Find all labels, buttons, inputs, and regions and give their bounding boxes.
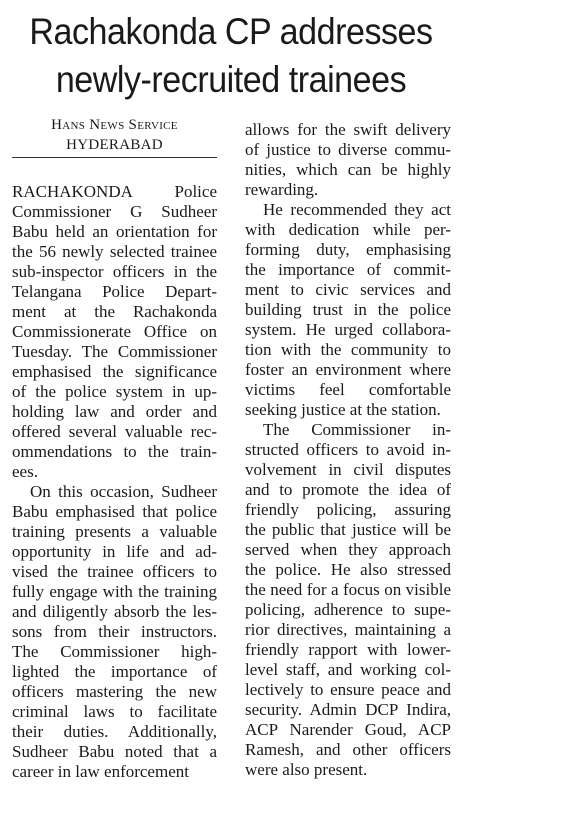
article-line: vised the trainee officers to bbox=[12, 562, 217, 581]
article-line: victims feel comfortable bbox=[245, 380, 451, 399]
article-line: criminal laws to facilitate bbox=[12, 702, 217, 721]
article-line: Tuesday. The Commissioner bbox=[12, 342, 217, 361]
article-line: the 56 newly selected trainee bbox=[12, 242, 217, 261]
article-line: volvement in civil disputes bbox=[245, 460, 451, 479]
article-line: rior directives, maintaining a bbox=[245, 620, 451, 639]
right-column-body bbox=[245, 120, 451, 780]
article-line: friendly rapport with lower- bbox=[245, 640, 451, 659]
article-line: of justice to diverse commu- bbox=[245, 140, 451, 159]
article-line: foster an environment where bbox=[245, 360, 451, 379]
article-line: Commissionerate Office on bbox=[12, 322, 217, 341]
article-line: with dedication while per- bbox=[245, 220, 451, 239]
article-line: On this occasion, Sudheer bbox=[30, 482, 217, 501]
article-line: forming duty, emphasising bbox=[245, 240, 451, 259]
article-line: Ramesh, and other officers bbox=[245, 740, 451, 759]
article-line: tion with the community to bbox=[245, 340, 451, 359]
article-line: security. Admin DCP Indira, bbox=[245, 700, 451, 719]
article-line: sons from their instructors. bbox=[12, 622, 217, 641]
article-line: Babu emphasised that police bbox=[12, 502, 217, 521]
article-column-right bbox=[245, 120, 451, 780]
article-line: allows for the swift delivery bbox=[245, 120, 451, 139]
article-line: system. He urged collabora- bbox=[245, 320, 451, 339]
article-line: friendly policing, assuring bbox=[245, 500, 451, 519]
article-line: lectively to ensure peace and bbox=[245, 680, 451, 699]
article-line: ACP Narender Goud, ACP bbox=[245, 720, 451, 739]
headline-line-2: newly-recruited trainees bbox=[55, 59, 407, 100]
article-line: He recommended they act bbox=[263, 200, 451, 219]
article-line: holding law and order and bbox=[12, 402, 217, 421]
article-line: Sudheer Babu noted that a bbox=[12, 742, 217, 761]
article-paragraph bbox=[245, 200, 451, 420]
article-line: nities, which can be highly bbox=[245, 160, 451, 179]
article-line: and to promote the idea of bbox=[245, 480, 451, 499]
article-line: structed officers to avoid in- bbox=[245, 440, 451, 459]
article-line: rewarding. bbox=[245, 180, 319, 199]
article-line: sub-inspector officers in the bbox=[12, 262, 217, 281]
article-paragraph bbox=[12, 182, 217, 482]
article-line: ees. bbox=[12, 462, 38, 481]
article-line: policing, adherence to supe- bbox=[245, 600, 451, 619]
article-line: RACHAKONDA Police bbox=[12, 182, 217, 201]
article-line: building trust in the police bbox=[245, 300, 451, 319]
article-line: lighted the importance of bbox=[12, 662, 217, 681]
article-column-left bbox=[12, 115, 217, 782]
article-line: seeking justice at the station. bbox=[245, 400, 441, 419]
byline-location: HYDERABAD bbox=[66, 137, 163, 153]
article-paragraph bbox=[245, 420, 451, 780]
article-line: ment at the Rachakonda bbox=[12, 302, 217, 321]
article-line: ment to civic services and bbox=[245, 280, 451, 299]
article-line: the need for a focus on visible bbox=[245, 580, 451, 599]
article-line: the police. He also stressed bbox=[245, 560, 451, 579]
article-line: of the police system in up- bbox=[12, 382, 217, 401]
byline bbox=[12, 115, 217, 158]
article-line: Commissioner G Sudheer bbox=[12, 202, 217, 221]
byline-agency: Hans News Service bbox=[51, 117, 178, 133]
article-paragraph bbox=[12, 482, 217, 782]
article-line: and diligently absorb the les- bbox=[12, 602, 217, 621]
article-paragraph bbox=[245, 120, 451, 200]
article-line: the importance of commit- bbox=[245, 260, 451, 279]
article-line: training presents a valuable bbox=[12, 522, 217, 541]
headline bbox=[18, 8, 443, 104]
headline-line-1: Rachakonda CP addresses bbox=[29, 11, 433, 52]
article-line: fully engage with the training bbox=[12, 582, 217, 601]
article-line: opportunity in life and ad- bbox=[12, 542, 217, 561]
article-line: career in law enforcement bbox=[12, 762, 189, 781]
article-line: were also present. bbox=[245, 760, 368, 779]
article-line: ommendations to the train- bbox=[12, 442, 217, 461]
left-column-body bbox=[12, 182, 217, 782]
article-line: The Commissioner in- bbox=[263, 420, 451, 439]
article-line: emphasised the significance bbox=[12, 362, 217, 381]
article-line: offered several valuable rec- bbox=[12, 422, 217, 441]
article-line: served when they approach bbox=[245, 540, 451, 559]
article-line: The Commissioner high- bbox=[12, 642, 217, 661]
article-line: Babu held an orientation for bbox=[12, 222, 217, 241]
article-line: Telangana Police Depart- bbox=[12, 282, 217, 301]
article-line: level staff, and working col- bbox=[245, 660, 451, 679]
article-line: their duties. Additionally, bbox=[12, 722, 217, 741]
article-line: the public that justice will be bbox=[245, 520, 451, 539]
article-line: officers mastering the new bbox=[12, 682, 217, 701]
